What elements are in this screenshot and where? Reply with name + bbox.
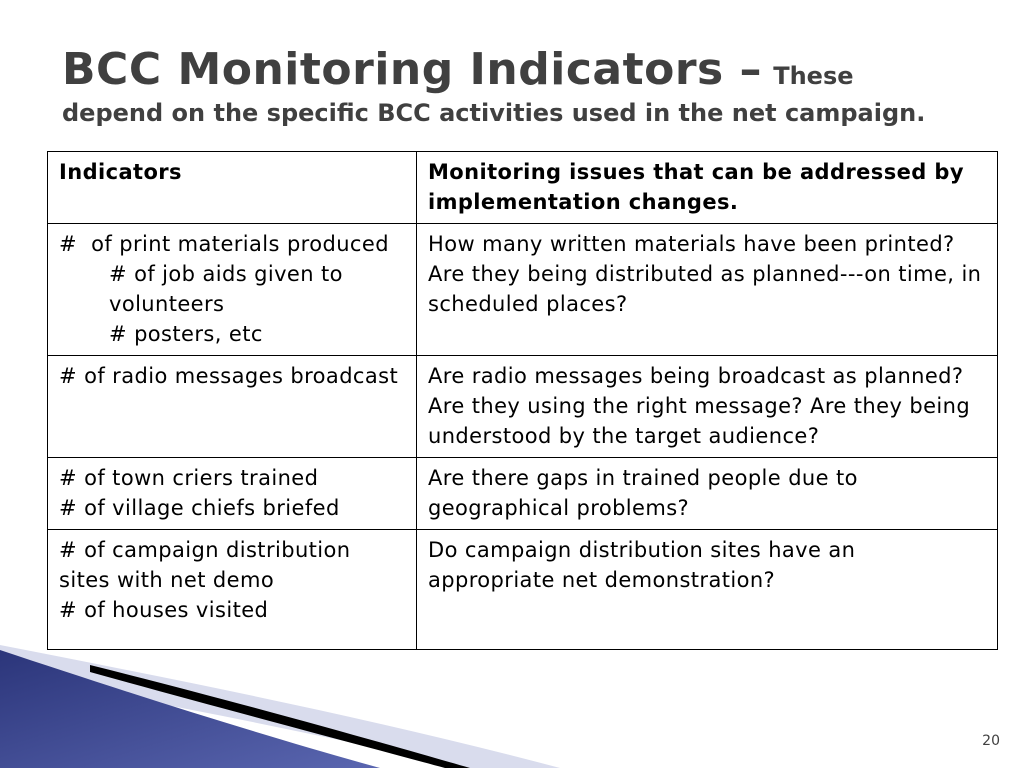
indicator-subline: # posters, etc: [109, 322, 263, 346]
table-header-row: [48, 152, 998, 224]
slide-title: [62, 44, 1002, 127]
issue-cell: Do campaign distribution sites have an appropriate net demonstration?: [417, 530, 998, 650]
table-row: [48, 530, 998, 650]
indicator-line: # of village chiefs briefed: [59, 496, 340, 520]
slide-title-subtitle: depend on the specific BCC activities used in the net campaign.: [62, 99, 926, 127]
indicator-line: # of radio messages broadcast: [59, 364, 399, 388]
indicator-subline: # of job aids given to volunteers: [109, 262, 343, 316]
header-indicators: Indicators: [48, 152, 417, 224]
indicator-line: # of campaign distribution sites with net demo: [59, 538, 358, 592]
indicator-cell: [48, 530, 417, 650]
header-monitoring-issues: Monitoring issues that can be addressed by implementation changes.: [417, 152, 998, 224]
slide-title-main: BCC Monitoring Indicators –: [62, 44, 763, 95]
table-row: [48, 356, 998, 458]
indicator-line: # of houses visited: [59, 598, 269, 622]
issue-cell: Are there gaps in trained people due to geographical problems?: [417, 458, 998, 530]
table-row: [48, 224, 998, 356]
table-row: [48, 458, 998, 530]
indicator-line: # of town criers trained: [59, 466, 319, 490]
slide-title-small: These: [773, 62, 854, 90]
slide-number: 20: [982, 733, 1000, 749]
indicator-cell: [48, 458, 417, 530]
issue-cell: Are radio messages being broadcast as planned? Are they using the right message? Are they being understood by the target audience?: [417, 356, 998, 458]
indicator-cell: [48, 356, 417, 458]
issue-cell: How many written materials have been printed? Are they being distributed as planned---on time, in scheduled places?: [417, 224, 998, 356]
indicator-line: # of print materials produced: [59, 232, 389, 256]
indicators-table: [47, 151, 998, 650]
indicator-cell: [48, 224, 417, 356]
